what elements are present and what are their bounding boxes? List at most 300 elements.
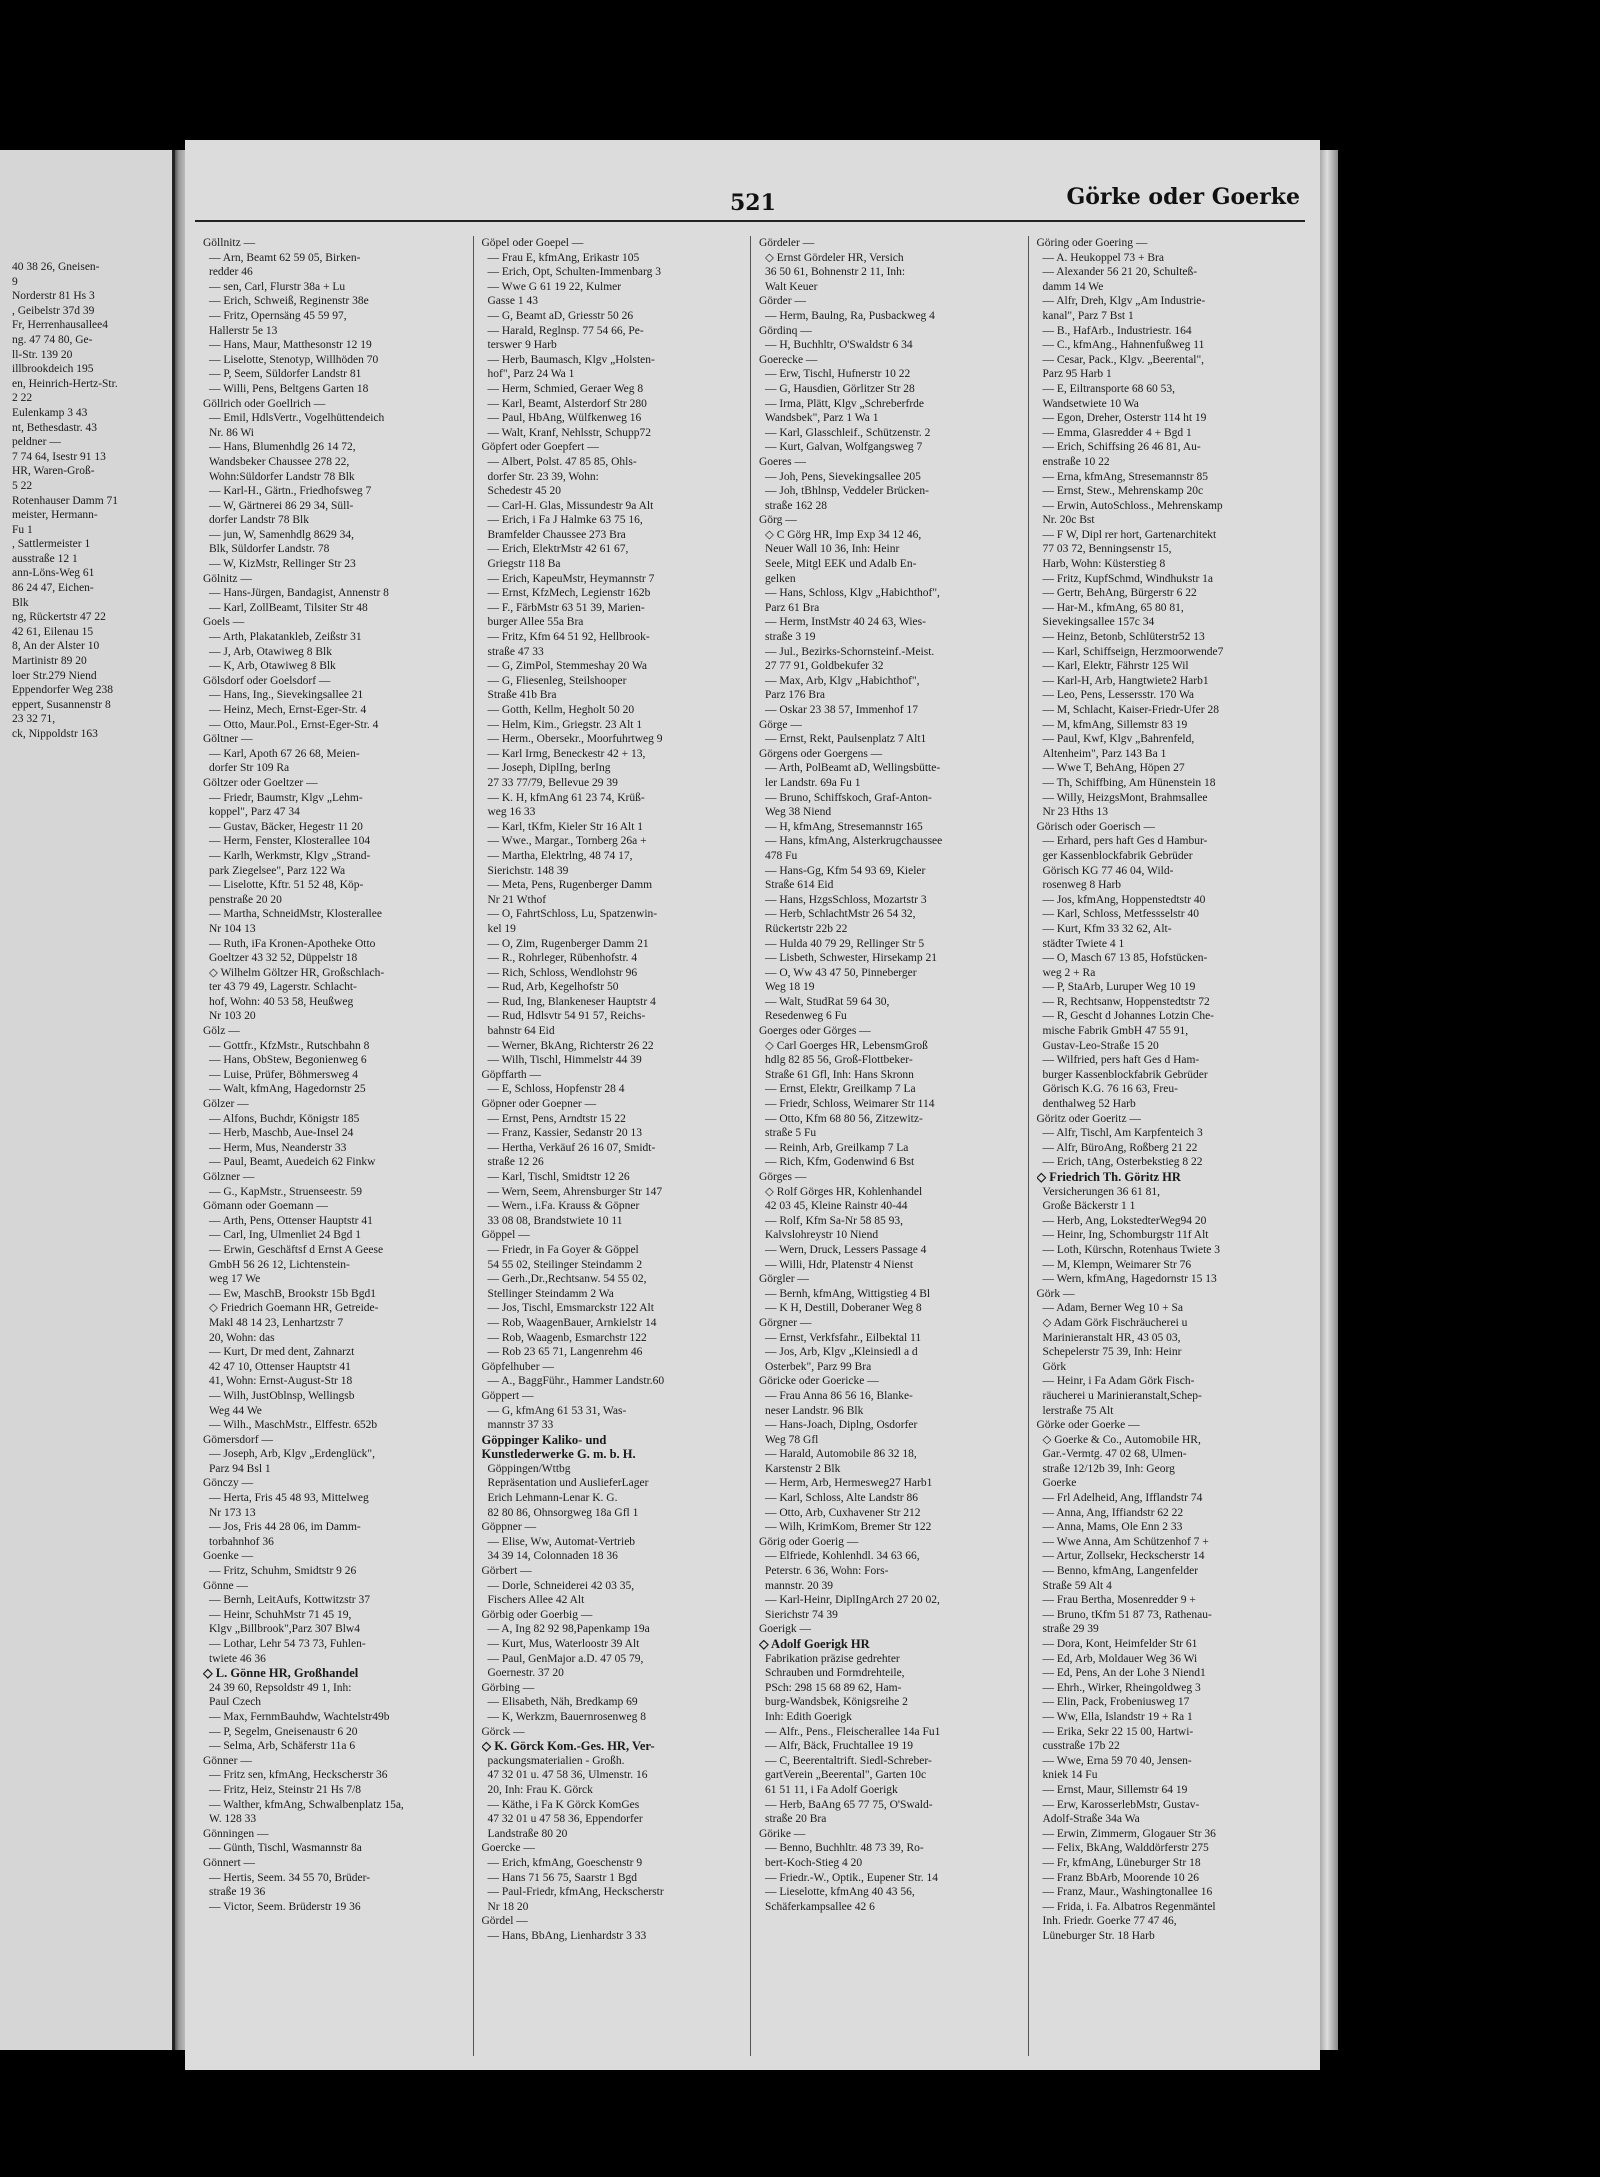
directory-entry: — Reinh, Arb, Greilkamp 7 La	[765, 1141, 909, 1154]
directory-entry: — Wwe Anna, Am Schützenhof 7 +	[1042, 1535, 1209, 1548]
directory-entry: Neuer Wall 10 36, Inh: Heinr	[765, 543, 900, 556]
directory-entry: Gustav-Leo-Straße 15 20	[1042, 1039, 1159, 1052]
directory-entry: — Walt, StudRat 59 64 30,	[765, 995, 890, 1008]
surname-heading: Göpffarth —	[481, 1068, 542, 1081]
directory-entry: — O, FahrtSchloss, Lu, Spatzenwin-	[487, 908, 658, 921]
directory-entry: — Carl-H. Glas, Missundestr 9a Alt	[487, 499, 654, 512]
directory-entry: — Herm, Schmied, Geraer Weg 8	[487, 382, 644, 395]
directory-entry: — Walther, kfmAng, Schwalbenplatz 15a,	[209, 1798, 404, 1811]
directory-entry: — Hans, Ing., Sievekingsallee 21	[209, 689, 364, 702]
directory-entry: Weg 18 19	[765, 981, 815, 994]
directory-entry: 42 47 10, Ottenser Hauptstr 41	[209, 1360, 351, 1373]
surname-heading: Görgler —	[759, 1273, 809, 1286]
directory-entry: Sierichstr. 148 39	[487, 864, 569, 877]
directory-entry: park Ziegelsee", Parz 122 Wa	[209, 864, 346, 877]
business-entry: ◇ K. Görck Kom.-Ges. HR, Ver-	[481, 1739, 655, 1754]
directory-entry: — Frau Bertha, Mosenredder 9 +	[1042, 1594, 1196, 1607]
directory-entry: rosenweg 8 Harb	[1042, 879, 1122, 892]
directory-entry: Parz 94 Bsl 1	[209, 1462, 271, 1475]
directory-entry: — Wwe G 61 19 22, Kulmer	[487, 280, 622, 293]
directory-entry: — Fritz, Schuhm, Smidtstr 9 26	[209, 1565, 357, 1578]
directory-entry: städter Twiete 4 1	[1042, 937, 1125, 950]
directory-entry: Parz 95 Harb 1	[1042, 368, 1112, 381]
left-page-line: 23 32 71,	[12, 713, 56, 726]
directory-entry: denthalweg 52 Harb	[1042, 1098, 1136, 1111]
directory-columns	[195, 236, 1305, 2056]
directory-entry: — Gerh.,Dr.,Rechtsanw. 54 55 02,	[487, 1273, 647, 1286]
directory-entry: torbahnhof 36	[209, 1535, 274, 1548]
directory-entry: — K. H, kfmAng 61 23 74, Krüß-	[487, 791, 645, 804]
directory-entry: ger Kassenblockfabrik Gebrüder	[1042, 849, 1193, 862]
directory-entry: — K, Arb, Otawiweg 8 Blk	[209, 660, 336, 673]
directory-entry: — Luise, Prüfer, Böhmersweg 4	[209, 1068, 359, 1081]
directory-entry: — H, Buchhltr, O'Swaldstr 6 34	[765, 339, 913, 352]
surname-heading: Göltner —	[203, 733, 253, 746]
directory-entry: — Karl-H., Gärtn., Friedhofsweg 7	[209, 485, 372, 498]
surname-heading: Göpfelhuber —	[481, 1360, 554, 1373]
directory-entry: Lüneburger Str. 18 Harb	[1042, 1929, 1155, 1942]
directory-entry: — Hans, Blumenhdlg 26 14 72,	[209, 441, 356, 454]
directory-entry: 77 03 72, Benningsenstr 15,	[1042, 543, 1172, 556]
directory-entry: — Fritz sen, kfmAng, Heckscherstr 36	[209, 1769, 388, 1782]
directory-entry: — M, Klempn, Weimarer Str 76	[1042, 1258, 1192, 1271]
directory-entry: 20, Inh: Frau K. Görck	[487, 1783, 593, 1796]
directory-entry: — Wilh, JustOblnsp, Wellingsb	[209, 1389, 355, 1402]
left-page-line: 9	[12, 275, 18, 288]
directory-entry: Sievekingsallee 157c 34	[1042, 616, 1155, 629]
directory-entry: Große Bäckerstr 1 1	[1042, 1200, 1136, 1213]
directory-entry: gelken	[765, 572, 796, 585]
directory-entry: Landstraße 80 20	[487, 1827, 568, 1840]
surname-heading: Göppert —	[481, 1389, 534, 1402]
directory-entry: — Ernst, KfzMech, Legienstr 162b	[487, 587, 651, 600]
directory-entry: — Erich, Schiffsing 26 46 81, Au-	[1042, 441, 1201, 454]
directory-entry: — Karl, Schloss, Alte Landstr 86	[765, 1492, 918, 1505]
directory-entry: — Bernh, kfmAng, Wittigstieg 4 Bl	[765, 1287, 931, 1300]
directory-entry: Griegstr 118 Ba	[487, 558, 561, 571]
left-page-line: 5 22	[12, 479, 33, 492]
surname-heading: Görgens oder Goergens —	[759, 747, 883, 760]
directory-entry: — Elise, Ww, Automat-Vertrieb	[487, 1535, 636, 1548]
directory-entry: weg 16 33	[487, 806, 536, 819]
directory-entry: — H, kfmAng, Stresemannstr 165	[765, 820, 923, 833]
directory-entry: hof, Wohn: 40 53 58, Heußweg	[209, 995, 354, 1008]
directory-entry: Nr 21 Wthof	[487, 893, 547, 906]
surname-heading: Görbing —	[481, 1681, 535, 1694]
surname-heading: Görike —	[759, 1827, 806, 1840]
directory-entry: — Otto, Kfm 68 80 56, Zitzewitz-	[765, 1112, 923, 1125]
directory-entry: terswег 9 Harb	[487, 339, 557, 352]
directory-entry: — R., Rohrleger, Rübenhofstr. 4	[487, 952, 638, 965]
directory-entry: Inh: Edith Goerigk	[765, 1710, 852, 1723]
surname-heading: Gölnitz —	[203, 572, 252, 585]
directory-entry: — G, kfmAng 61 53 31, Was-	[487, 1404, 627, 1417]
directory-entry: Seele, Mitgl EEK und Adalb En-	[765, 558, 917, 571]
directory-entry: ◇ Ernst Gördeler HR, Versich	[765, 251, 904, 264]
directory-entry: — Rich, Kfm, Godenwind 6 Bst	[765, 1156, 915, 1169]
directory-entry: — Adam, Berner Weg 10 + Sa	[1042, 1302, 1183, 1315]
directory-entry: — Erw, Tischl, Hufnerstr 10 22	[765, 368, 911, 381]
directory-entry: — Hans-Joach, Diplng, Osdorfer	[765, 1419, 918, 1432]
directory-entry: — Hertha, Verkäuf 26 16 07, Smidt-	[487, 1141, 656, 1154]
directory-entry: — Wern., i.Fa. Krauss & Göpner	[487, 1200, 640, 1213]
directory-entry: — Irma, Plätt, Klgv „Schreberfrde	[765, 397, 925, 410]
directory-entry: Parz 61 Bra	[765, 601, 820, 614]
directory-entry: — Gotth, Kellm, Hegholt 50 20	[487, 704, 635, 716]
directory-entry: straße 5 Fu	[765, 1127, 817, 1140]
directory-entry: — Walt, Kranf, Nehlsstr, Schupp72	[487, 426, 652, 439]
left-page-line: ck, Nippoldstr 163	[12, 728, 98, 740]
directory-entry: Nr 104 13	[209, 922, 256, 935]
directory-entry: — Herta, Fris 45 48 93, Mittelweg	[209, 1492, 369, 1505]
left-page-line: ann-Löns-Weg 61	[12, 567, 95, 580]
directory-entry: — Rud, Hdlsvtr 54 91 57, Reichs-	[487, 1010, 646, 1023]
directory-entry: Peterstr. 6 36, Wohn: Fors-	[765, 1565, 889, 1578]
directory-entry: — Fritz, Kfm 64 51 92, Hellbrook-	[487, 631, 650, 644]
directory-entry: — Käthe, i Fa K Görck KomGes	[487, 1798, 640, 1811]
directory-entry: kel 19	[487, 922, 516, 935]
directory-entry: — Frau Anna 86 56 16, Blanke-	[765, 1389, 913, 1402]
directory-entry: 34 39 14, Colonnaden 18 36	[487, 1550, 618, 1563]
directory-entry: — Heinz, Betonb, Schlüterstr52 13	[1042, 631, 1205, 644]
left-page-line: ng. 47 74 80, Ge-	[12, 333, 93, 346]
directory-column-4	[1028, 236, 1306, 2056]
directory-entry: mannstr. 20 39	[765, 1579, 834, 1592]
directory-entry: Straße 614 Eid	[765, 879, 834, 892]
left-page-line: 8, An der Alster 10	[12, 640, 100, 653]
directory-entry: enstraße 10 22	[1042, 455, 1110, 468]
directory-entry: damm 14 We	[1042, 280, 1104, 293]
directory-entry: — Walt, kfmAng, Hagedornstr 25	[209, 1083, 366, 1096]
directory-entry: Weg 78 Gfl	[765, 1433, 819, 1446]
directory-entry: — Erwin, AutoSchloss., Mehrenskamp	[1042, 499, 1223, 512]
directory-column-3	[750, 236, 1028, 2056]
directory-entry: — Hans-Jürgen, Bandagist, Annenstr 8	[209, 587, 389, 600]
left-page-line: Eulenkamp 3 43	[12, 406, 88, 419]
directory-entry: — Herm, Arb, Hermesweg27 Harb1	[765, 1477, 933, 1490]
directory-entry: ◇ Friedrich Goemann HR, Getreide-	[209, 1302, 379, 1315]
directory-entry: Weg 38 Niend	[765, 806, 832, 819]
left-page-line: 7 74 64, Isestr 91 13	[12, 450, 106, 463]
surname-heading: Gönne —	[203, 1579, 249, 1592]
directory-entry: Erich Lehmann-Lenar K. G.	[487, 1492, 618, 1505]
directory-entry: — Carl, Ing, Ulmenliet 24 Bgd 1	[209, 1229, 362, 1242]
surname-heading: Goerigk —	[759, 1623, 812, 1636]
directory-entry: ◇ C Görg HR, Imp Exp 34 12 46,	[765, 528, 922, 541]
directory-entry: — Erich, Schweiß, Reginenstr 38e	[209, 295, 369, 308]
directory-entry: — Bruno, tKfm 51 87 73, Rathenau-	[1042, 1608, 1212, 1621]
directory-entry: — Erich, KapeuMstr, Heymannstr 7	[487, 572, 655, 585]
directory-entry: 36 50 61, Bohnenstr 2 11, Inh:	[765, 266, 906, 279]
directory-entry: — Franz, Kassier, Sedanstr 20 13	[487, 1127, 642, 1140]
directory-entry: — A. Heukoppel 73 + Bra	[1042, 251, 1164, 264]
left-page-fragment	[0, 150, 175, 2050]
directory-entry: Fabrikation präzise gedrehter	[765, 1652, 900, 1665]
directory-entry: — Oskar 23 38 57, Immenhof 17	[765, 704, 918, 716]
directory-entry: — Rolf, Kfm Sa-Nr 58 85 93,	[765, 1214, 903, 1227]
page-number: 521	[730, 190, 776, 216]
directory-entry: — Karl, Schiffseign, Herzmoorwende7	[1042, 645, 1224, 658]
directory-entry: Schepelerstr 75 39, Inh: Heinr	[1042, 1346, 1182, 1359]
directory-entry: — Wilh, Tischl, Himmelstr 44 39	[487, 1054, 642, 1067]
directory-entry: — Frl Adelheid, Ang, Ifflandstr 74	[1042, 1492, 1203, 1505]
directory-entry: — Lisbeth, Schwester, Hirsekamp 21	[765, 952, 938, 965]
left-page-line: Martinistr 89 20	[12, 655, 87, 668]
directory-entry: — Wern, Seem, Ahrensburger Str 147	[487, 1185, 663, 1198]
directory-entry: — Benno, kfmAng, Langenfelder	[1042, 1565, 1199, 1578]
left-page-line: , Geibelstr 37d 39	[12, 304, 95, 317]
directory-entry: Schäferkampsallee 42 6	[765, 1900, 875, 1913]
directory-entry: ◇ Goerke & Co., Automobile HR,	[1042, 1433, 1201, 1446]
directory-entry: — Anna, Ang, Iffiandstr 62 22	[1042, 1506, 1184, 1519]
directory-entry: — Karl, Tischl, Smidtstr 12 26	[487, 1171, 630, 1183]
directory-entry: — Erw, KarosserlebMstr, Gustav-	[1042, 1798, 1200, 1811]
directory-entry: — Heinr, Ing, Schomburgstr 11f Alt	[1042, 1229, 1209, 1242]
directory-entry: — Werner, BkAng, Richterstr 26 22	[487, 1039, 654, 1052]
directory-entry: straße 20 Bra	[765, 1813, 827, 1826]
directory-entry: — Hans 71 56 75, Saarstr 1 Bgd	[487, 1871, 637, 1884]
directory-entry: neser Landstr. 96 Blk	[765, 1404, 864, 1417]
directory-entry: Inh. Friedr. Goerke 77 47 46,	[1042, 1915, 1177, 1928]
directory-entry: — G., KapMstr., Struenseestr. 59	[209, 1185, 363, 1198]
directory-entry: — Hans, Maur, Matthesonstr 12 19	[209, 339, 372, 352]
directory-entry: — J, Arb, Otawiweg 8 Blk	[209, 645, 332, 658]
directory-entry: — Herb, BaAng 65 77 75, O'Swald-	[765, 1798, 933, 1811]
directory-entry: Stellinger Steindamm 2 Wa	[487, 1287, 614, 1300]
directory-entry: — Heinr, i Fa Adam Görk Fisch-	[1042, 1375, 1195, 1388]
directory-entry: Goernestr. 37 20	[487, 1667, 564, 1680]
surname-heading: Gördinq —	[759, 324, 812, 337]
directory-entry: — Alfr, BüroAng, Roßberg 21 22	[1042, 1141, 1198, 1154]
directory-entry: 47 32 01 u 47 58 36, Eppendorfer	[487, 1813, 643, 1826]
directory-entry: Altenheim", Parz 143 Ba 1	[1042, 747, 1167, 760]
directory-entry: dorfer Landstr 78 Blk	[209, 514, 309, 527]
directory-entry: Bramfelder Chaussee 273 Bra	[487, 528, 626, 541]
directory-entry: — Herb, Ang, LokstedterWeg94 20	[1042, 1214, 1207, 1227]
directory-entry: — Friedr, Baumstr, Klgv „Lehm-	[209, 791, 363, 804]
directory-entry: — Ew, MaschB, Brookstr 15b Bgd1	[209, 1287, 376, 1300]
directory-entry: — Joh, Pens, Sievekingsallee 205	[765, 470, 921, 483]
directory-entry: ◇ Wilhelm Göltzer HR, Großschlach-	[209, 966, 385, 979]
directory-entry: — Karl, Beamt, Alsterdorf Str 280	[487, 397, 647, 410]
directory-entry: — Hulda 40 79 29, Rellinger Str 5	[765, 937, 925, 950]
surname-heading: Gördeler —	[759, 237, 815, 249]
directory-entry: — Heinz, Mech, Ernst-Eger-Str. 4	[209, 704, 367, 716]
directory-entry: Göppingen/Wttbg	[487, 1462, 571, 1475]
directory-entry: 61 51 11, i Fa Adolf Goerigk	[765, 1783, 898, 1796]
directory-entry: Straße 61 Gfl, Inh: Hans Skronn	[765, 1068, 914, 1081]
directory-entry: — Alfr, Bäck, Fruchtallee 19 19	[765, 1740, 914, 1753]
directory-entry: — Ernst, Verkfsfahr., Eilbektal 11	[765, 1331, 922, 1344]
directory-entry: — Bruno, Schiffskoch, Graf-Anton-	[765, 791, 932, 804]
directory-entry: — Th, Schiffbing, Am Hünenstein 18	[1042, 776, 1216, 789]
directory-entry: — Wern, kfmAng, Hagedornstr 15 13	[1042, 1273, 1217, 1286]
directory-entry: — Willi, Hdr, Platenstr 4 Nienst	[765, 1258, 914, 1271]
directory-entry: Nr 23 Hths 13	[1042, 806, 1108, 819]
directory-entry: — Herm, Mus, Neanderstr 33	[209, 1141, 347, 1154]
directory-entry: — Otto, Arb, Cuxhavener Str 212	[765, 1506, 921, 1519]
directory-entry: — Liselotte, Kftr. 51 52 48, Köp-	[209, 879, 364, 892]
directory-entry: — K H, Destill, Doberaner Weg 8	[765, 1302, 922, 1315]
directory-entry: — Helm, Kim., Griegstr. 23 Alt 1	[487, 718, 643, 731]
directory-entry: mannstr 37 33	[487, 1419, 554, 1432]
directory-entry: — Rud, Ing, Blankeneser Hauptstr 4	[487, 995, 656, 1008]
directory-entry: räucherei u Marinieranstalt,Schep-	[1042, 1389, 1202, 1402]
directory-entry: — Hans, BbAng, Lienhardstr 3 33	[487, 1929, 647, 1942]
surname-heading: Görbert —	[481, 1565, 532, 1578]
directory-entry: Nr 173 13	[209, 1506, 256, 1519]
directory-entry: — Arn, Beamt 62 59 05, Birken-	[209, 251, 361, 264]
directory-entry: — Wwe, Erna 59 70 40, Jensen-	[1042, 1754, 1192, 1767]
directory-entry: Makl 48 14 23, Lenhartzstr 7	[209, 1316, 344, 1329]
directory-entry: koppel", Parz 47 34	[209, 806, 300, 819]
directory-entry: W. 128 33	[209, 1813, 257, 1826]
directory-entry: Kalvslohreystr 10 Niend	[765, 1229, 879, 1242]
directory-entry: — Jos, kfmAng, Hoppenstedtstr 40	[1042, 893, 1206, 906]
directory-entry: — Fritz, Heiz, Steinstr 21 Hs 7/8	[209, 1783, 362, 1796]
directory-entry: weg 2 + Ra	[1042, 966, 1096, 979]
surname-heading: Göllrich oder Goellrich —	[203, 397, 326, 410]
directory-entry: Fischers Allee 42 Alt	[487, 1594, 585, 1607]
surname-heading: Göricke oder Goericke —	[759, 1375, 879, 1388]
directory-entry: — Karl, ZollBeamt, Tilsiter Str 48	[209, 601, 368, 614]
directory-entry: burg-Wandsbek, Königsreihe 2	[765, 1696, 908, 1709]
surname-heading: Göppner —	[481, 1521, 537, 1534]
directory-entry: — C., kfmAng., Hahnenfußweg 11	[1042, 339, 1205, 352]
directory-entry: straße 162 28	[765, 499, 827, 512]
directory-entry: — Karl Irmg, Beneckestr 42 + 13,	[487, 747, 646, 760]
surname-heading: Gömersdorf —	[203, 1433, 273, 1446]
left-page-line: illbrookdeich 195	[12, 363, 94, 376]
running-head: Görke oder Goerke	[1066, 184, 1300, 210]
surname-heading: Goercke —	[481, 1842, 535, 1855]
surname-heading: Gölzer —	[203, 1098, 249, 1111]
directory-entry: Nr. 20c Bst	[1042, 514, 1095, 527]
directory-entry: — Arth, PolBeamt aD, Wellingsbütte-	[765, 762, 941, 775]
business-entry: ◇ Friedrich Th. Göritz HR	[1036, 1170, 1181, 1184]
directory-entry: straße 12 26	[487, 1156, 544, 1169]
directory-entry: — E, Eiltransporte 68 60 53,	[1042, 382, 1176, 395]
surname-heading: Göritz oder Goeritz —	[1036, 1112, 1141, 1125]
directory-entry: — Erich, tAng, Osterbekstieg 8 22	[1042, 1156, 1203, 1169]
left-page-line: peldner —	[12, 436, 61, 449]
surname-heading: Gölsdorf oder Goelsdorf —	[203, 674, 331, 687]
surname-heading: Goenke —	[203, 1550, 254, 1563]
left-page-line: 2 22	[12, 392, 33, 405]
left-page-line: nt, Bethesdastr. 43	[12, 421, 97, 434]
directory-entry: — Hans, HzgsSchloss, Mozartstr 3	[765, 893, 927, 906]
directory-entry: — Rob, Waagenb, Esmarchstr 122	[487, 1331, 647, 1344]
directory-entry: 27 33 77/79, Bellevue 29 39	[487, 776, 618, 789]
surname-heading: Görbig oder Goerbig —	[481, 1608, 593, 1621]
surname-heading: Görder —	[759, 295, 806, 308]
directory-entry: — Fritz, Opernsäng 45 59 97,	[209, 309, 347, 322]
directory-entry: — Wilfried, pers haft Ges d Ham-	[1042, 1054, 1200, 1067]
directory-entry: — Hans, Schloss, Klgv „Habichthof",	[765, 587, 940, 600]
directory-entry: 33 08 08, Brandstwiete 10 11	[487, 1214, 623, 1227]
directory-entry: — Dora, Kont, Heimfelder Str 61	[1042, 1638, 1198, 1650]
directory-entry: — Joseph, Arb, Klgv „Erdenglück",	[209, 1448, 375, 1461]
directory-entry: Gar.-Vermtg. 47 02 68, Ulmen-	[1042, 1448, 1187, 1461]
left-page-column	[4, 260, 175, 742]
directory-entry: — O, Masch 67 13 85, Hofstücken-	[1042, 952, 1208, 965]
directory-entry: — Fr, kfmAng, Lüneburger Str 18	[1042, 1856, 1201, 1869]
directory-entry: — G, Beamt aD, Griesstr 50 26	[487, 309, 634, 322]
directory-entry: — F W, Dipl rer hort, Gartenarchitekt	[1042, 528, 1217, 541]
directory-entry: Versicherungen 36 61 81,	[1042, 1185, 1161, 1198]
directory-entry: Goerke	[1042, 1477, 1077, 1490]
directory-entry: — Ernst, Elektr, Greilkamp 7 La	[765, 1083, 916, 1096]
surname-heading: Görges —	[759, 1171, 807, 1183]
surname-heading: Goels —	[203, 616, 245, 629]
directory-entry: — Rob 23 65 71, Langenrehm 46	[487, 1346, 643, 1359]
surname-heading: Goerges oder Görges —	[759, 1025, 871, 1038]
directory-entry: — Franz BbArb, Moorende 10 26	[1042, 1871, 1200, 1884]
directory-column-2	[473, 236, 751, 2056]
surname-heading: Görk —	[1036, 1287, 1075, 1300]
directory-entry: — Willy, HeizgsMont, Brahmsallee	[1042, 791, 1208, 804]
directory-entry: — Karl, Glasschleif., Schützenstr. 2	[765, 426, 931, 439]
left-page-line: Eppendorfer Weg 238	[12, 684, 114, 697]
directory-entry: — Fritz, KupfSchmd, Windhukstr 1a	[1042, 572, 1214, 585]
directory-entry: — Victor, Seem. Brüderstr 19 36	[209, 1900, 361, 1913]
directory-entry: straße 47 33	[487, 645, 544, 658]
directory-entry: — W, Gärtnerei 86 29 34, Süll-	[209, 499, 354, 512]
directory-entry: 20, Wohn: das	[209, 1331, 275, 1344]
directory-entry: — Meta, Pens, Rugenberger Damm	[487, 879, 653, 892]
directory-page	[185, 140, 1320, 2070]
surname-heading: Gömann oder Goemann —	[203, 1200, 328, 1213]
page-header	[185, 140, 1320, 222]
directory-entry: Resedenweg 6 Fu	[765, 1010, 847, 1023]
directory-entry: Adolf-Straße 34a Wa	[1042, 1813, 1140, 1826]
surname-heading: Gölzner —	[203, 1171, 255, 1183]
left-page-line: loer Str.279 Niend	[12, 669, 97, 682]
directory-entry: packungsmaterialien - Großh.	[487, 1754, 625, 1767]
directory-entry: hof", Parz 24 Wa 1	[487, 368, 575, 381]
directory-entry: — Paul-Friedr, kfmAng, Heckscherstr	[487, 1886, 664, 1899]
business-entry: Göppinger Kaliko- und	[481, 1432, 607, 1447]
surname-heading: Göllnitz —	[203, 237, 256, 249]
directory-entry: — Ernst, Maur, Sillemstr 64 19	[1042, 1783, 1188, 1796]
directory-entry: 42 03 45, Kleine Rainstr 40-44	[765, 1200, 908, 1213]
directory-entry: — Rud, Arb, Kegelhofstr 50	[487, 981, 619, 994]
directory-entry: Weg 44 We	[209, 1404, 262, 1417]
directory-entry: — Dorle, Schneiderei 42 03 35,	[487, 1579, 635, 1592]
directory-entry: 24 39 60, Repsoldstr 49 1, Inh:	[209, 1681, 352, 1694]
directory-entry: — Ed, Arb, Moldauer Weg 36 Wi	[1042, 1652, 1198, 1665]
directory-entry: — Emma, Glasredder 4 + Bgd 1	[1042, 426, 1192, 439]
directory-entry: 47 32 01 u. 47 58 36, Ulmenstr. 16	[487, 1769, 648, 1782]
directory-entry: — Ernst, Stew., Mehrenskamp 20c	[1042, 485, 1204, 498]
directory-entry: — O, Zim, Rugenberger Damm 21	[487, 937, 649, 950]
directory-entry: bert-Koch-Stieg 4 20	[765, 1856, 863, 1869]
surname-heading: Göring oder Goering —	[1036, 237, 1148, 249]
directory-entry: Straße 41b Bra	[487, 689, 557, 702]
surname-heading: Gönczy —	[203, 1477, 254, 1490]
left-page-line: Norderstr 81 Hs 3	[12, 290, 95, 303]
surname-heading: Gönnert —	[203, 1856, 256, 1869]
directory-entry: — M, Schlacht, Kaiser-Friedr-Ufer 28	[1042, 704, 1219, 716]
directory-entry: Görk	[1042, 1360, 1067, 1373]
surname-heading: Gölz —	[203, 1025, 240, 1038]
directory-entry: — Friedr.-W., Optik., Eupener Str. 14	[765, 1871, 939, 1884]
left-page-line: meister, Hermann-	[12, 509, 98, 522]
directory-entry: — jun, W, Samenhdlg 8629 34,	[209, 528, 355, 541]
directory-entry: PSch: 298 15 68 89 62, Ham-	[765, 1681, 902, 1694]
directory-entry: — Ruth, iFa Kronen-Apotheke Otto	[209, 937, 376, 950]
directory-entry: — Arth, Plakatankleb, Zeißstr 31	[209, 631, 362, 644]
